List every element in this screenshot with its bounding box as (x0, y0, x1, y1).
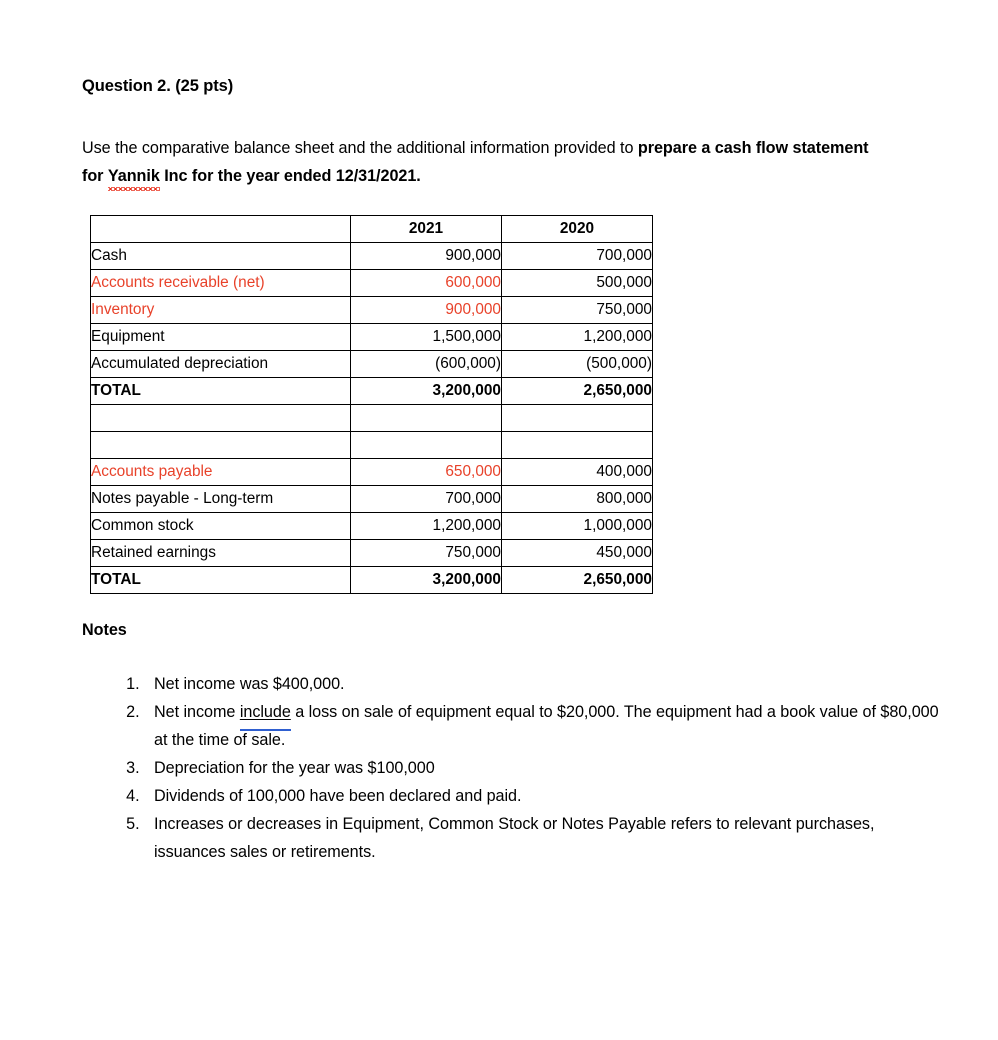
value-cell-2020: 500,000 (502, 270, 653, 297)
note-text: Depreciation for the year was $100,000 (154, 759, 435, 777)
table-row (91, 378, 653, 405)
note-text: Increases or decreases in Equipment, Common Stock or Notes Payable refers to relevant purchases, issuances sales or retirements. (154, 815, 875, 861)
value-cell-2020: 450,000 (502, 540, 653, 567)
row-label-cell: Cash (91, 243, 351, 270)
column-header-2021: 2021 (351, 216, 502, 243)
comparative-balance-sheet-table (90, 215, 653, 594)
value-cell-2021: 900,000 (351, 297, 502, 324)
note-item (144, 698, 944, 754)
table-row (91, 270, 653, 297)
value-cell-2020 (502, 432, 653, 459)
note-text-before: Net income (154, 703, 240, 721)
table-row (91, 297, 653, 324)
row-label-cell: TOTAL (91, 567, 351, 594)
value-cell-2020: 2,650,000 (502, 378, 653, 405)
value-cell-2020: 400,000 (502, 459, 653, 486)
notes-list (112, 670, 944, 866)
value-cell-2021: (600,000) (351, 351, 502, 378)
value-cell-2020: 700,000 (502, 243, 653, 270)
question-heading: Question 2. (25 pts) (82, 77, 234, 95)
row-label-cell: Accounts payable (91, 459, 351, 486)
row-label-cell (91, 216, 351, 243)
misspelled-company-name: Yannik (108, 162, 160, 190)
table-row (91, 216, 653, 243)
value-cell-2021: 1,200,000 (351, 513, 502, 540)
row-label-cell: Inventory (91, 297, 351, 324)
note-item (144, 810, 944, 866)
table-row (91, 351, 653, 378)
value-cell-2021: 650,000 (351, 459, 502, 486)
table-row (91, 432, 653, 459)
instruction-bold-text-1: prepare a cash flow statement for (82, 139, 869, 185)
row-label-cell (91, 432, 351, 459)
row-label-cell: Accumulated depreciation (91, 351, 351, 378)
row-label-cell: Common stock (91, 513, 351, 540)
table-row (91, 486, 653, 513)
notes-heading: Notes (82, 621, 127, 639)
value-cell-2020: (500,000) (502, 351, 653, 378)
note-item (144, 782, 944, 810)
instruction-plain-text: Use the comparative balance sheet and the additional information provided to (82, 139, 638, 157)
note-text: Dividends of 100,000 have been declared and paid. (154, 787, 522, 805)
instruction-bold-text-2: Inc for the year ended 12/31/2021. (159, 167, 421, 185)
row-label-cell: Notes payable - Long-term (91, 486, 351, 513)
value-cell-2021: 900,000 (351, 243, 502, 270)
value-cell-2020: 1,000,000 (502, 513, 653, 540)
balance-sheet-wrapper (90, 215, 653, 594)
column-header-2020: 2020 (502, 216, 653, 243)
row-label-cell: Accounts receivable (net) (91, 270, 351, 297)
table-row (91, 513, 653, 540)
value-cell-2021 (351, 432, 502, 459)
grammar-flagged-word: include (240, 698, 291, 726)
value-cell-2020: 750,000 (502, 297, 653, 324)
document-content (82, 76, 939, 861)
row-label-cell: Equipment (91, 324, 351, 351)
value-cell-2021: 700,000 (351, 486, 502, 513)
value-cell-2021: 3,200,000 (351, 378, 502, 405)
balance-sheet-body (91, 216, 653, 594)
table-row (91, 243, 653, 270)
note-text: Net income was $400,000. (154, 675, 345, 693)
value-cell-2021 (351, 405, 502, 432)
row-label-cell: TOTAL (91, 378, 351, 405)
value-cell-2021: 1,500,000 (351, 324, 502, 351)
row-label-cell (91, 405, 351, 432)
value-cell-2020: 800,000 (502, 486, 653, 513)
note-item (144, 670, 944, 698)
note-text-after: a loss on sale of equipment equal to $20,000. The equipment had a book value of $80,000 at the time of sale. (154, 703, 939, 749)
table-row (91, 567, 653, 594)
table-row (91, 459, 653, 486)
value-cell-2020: 2,650,000 (502, 567, 653, 594)
value-cell-2020: 1,200,000 (502, 324, 653, 351)
instruction-paragraph (82, 134, 872, 190)
value-cell-2021: 600,000 (351, 270, 502, 297)
value-cell-2021: 750,000 (351, 540, 502, 567)
table-row (91, 324, 653, 351)
note-item (144, 754, 944, 782)
row-label-cell: Retained earnings (91, 540, 351, 567)
table-row (91, 540, 653, 567)
table-row (91, 405, 653, 432)
value-cell-2021: 3,200,000 (351, 567, 502, 594)
value-cell-2020 (502, 405, 653, 432)
